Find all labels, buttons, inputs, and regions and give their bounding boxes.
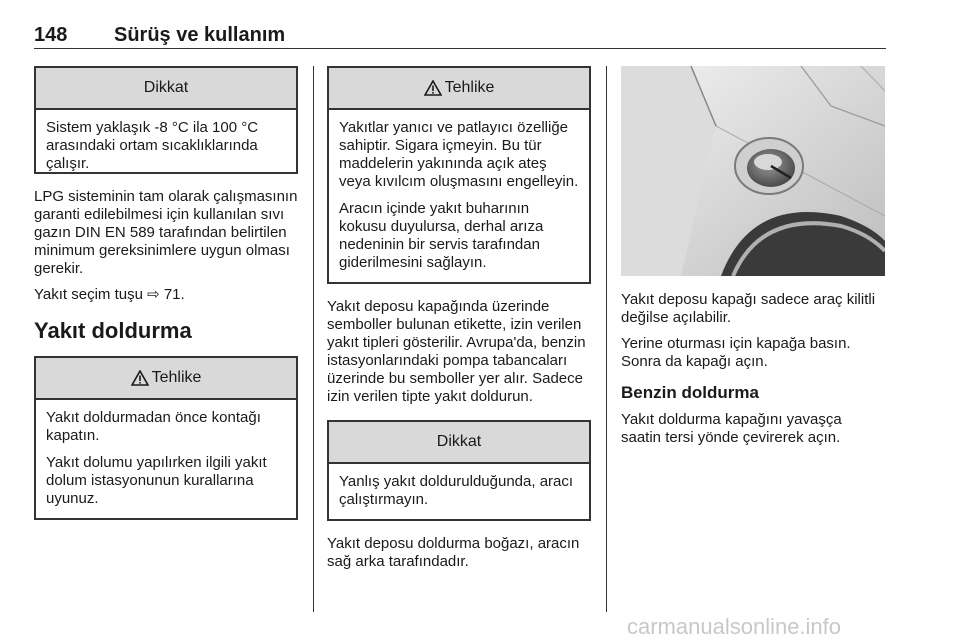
danger-text: Yakıtlar yanıcı ve patlayıcı özelliğe sahiptir. Sigara içmeyin. Bu tür maddelerin yakınında açık ateş veya kıvılcım oluşmasını engelleyin. bbox=[339, 119, 579, 190]
column-divider bbox=[313, 66, 314, 612]
body-paragraph: Yakıt deposu kapağı sadece araç kilitli değilse açılabilir. bbox=[621, 291, 876, 326]
notice-text: Yanlış yakıt doldurulduğunda, aracı çalıştırmayın. bbox=[339, 473, 574, 508]
notice-box bbox=[34, 66, 298, 174]
column-divider bbox=[606, 66, 607, 612]
danger-box bbox=[327, 66, 591, 284]
danger-title: Tehlike bbox=[151, 369, 202, 386]
page-number: 148 bbox=[34, 24, 68, 46]
subsection-title: Benzin doldurma bbox=[621, 383, 759, 402]
body-paragraph: Yakıt deposu doldurma boğazı, aracın sağ arka tarafındadır. bbox=[327, 535, 580, 570]
warning-triangle-icon bbox=[131, 370, 149, 386]
watermark: carmanualsonline.info bbox=[627, 614, 842, 639]
danger-title: Tehlike bbox=[444, 79, 495, 96]
section-title: Yakıt doldurma bbox=[34, 318, 192, 343]
danger-header bbox=[329, 68, 589, 110]
body-paragraph: Yakıt deposu kapağında üzerinde semboller bulunan etikette, izin verilen yakıt tipleri gösterilir. Avrupa'da, benzin istasyonlarındaki pompa tabancaları üzerinde bu semboller yer alır. Sadece izin verilen tipte yakıt doldurun. bbox=[327, 298, 586, 405]
danger-box bbox=[34, 356, 298, 520]
column-1 bbox=[34, 66, 298, 520]
column-3 bbox=[621, 66, 885, 447]
car-fuel-door-illustration bbox=[621, 66, 885, 276]
column-2 bbox=[327, 66, 591, 571]
danger-header bbox=[36, 358, 296, 400]
fuel-door-photo bbox=[621, 66, 885, 276]
body-paragraph: Yakıt seçim tuşu ⇨ 71. bbox=[34, 286, 185, 303]
notice-box bbox=[327, 420, 591, 521]
body-paragraph: LPG sisteminin tam olarak çalışmasının garanti edilebilmesi için kullanılan sıvı gazın DIN EN 589 tarafından belirtilen minimum gereksinimlere uygun olması gerekir. bbox=[34, 188, 298, 277]
danger-text: Aracın içinde yakıt buharının kokusu duyulursa, derhal arıza nedeninin bir servis tarafından giderilmesini sağlayın. bbox=[339, 200, 544, 271]
page-header bbox=[34, 18, 886, 49]
page-title: Sürüş ve kullanım bbox=[114, 24, 286, 46]
danger-text: Yakıt doldurmadan önce kontağı kapatın. bbox=[46, 409, 261, 444]
danger-text: Yakıt dolumu yapılırken ilgili yakıt dolum istasyonunun kurallarına uyunuz. bbox=[46, 454, 267, 507]
notice-title: Dikkat bbox=[329, 422, 589, 464]
notice-text: Sistem yaklaşık -8 °C ila 100 °C arasındaki ortam sıcaklıklarında çalışır. bbox=[46, 119, 259, 172]
warning-triangle-icon bbox=[424, 80, 442, 96]
notice-title: Dikkat bbox=[36, 68, 296, 110]
body-paragraph: Yerine oturması için kapağa basın. Sonra da kapağı açın. bbox=[621, 335, 851, 370]
body-paragraph: Yakıt doldurma kapağını yavaşça saatin tersi yönde çevirerek açın. bbox=[621, 411, 842, 446]
